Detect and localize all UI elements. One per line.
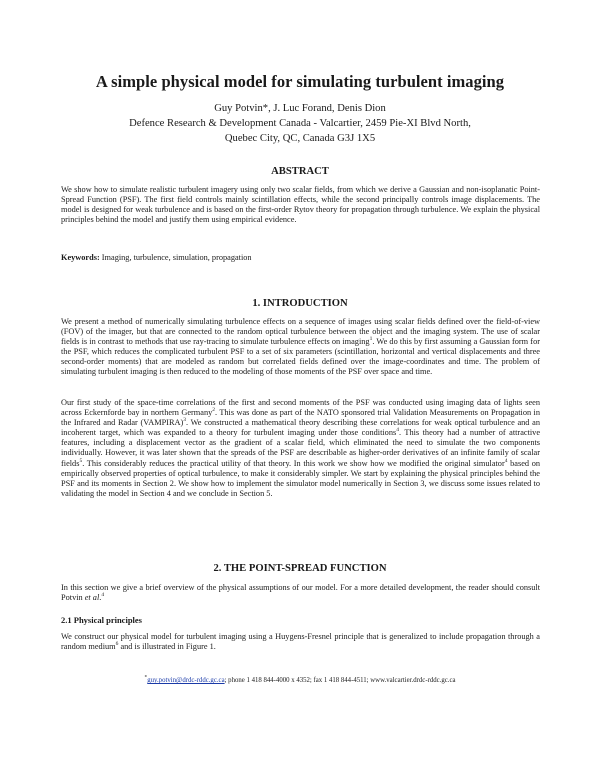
citation-ref: 4 xyxy=(396,427,399,434)
abstract-text: We show how to simulate realistic turbulent imagery using only two scalar fields, from which we derive a Gaussian and non-isoplanatic Point-Spread Function (PSF). The first field controls mainly scintillation effects, while the second principally controls image displacements. The model is designed for weak turbulence and is based on the first-order Rytov theory for propagation through turbulence. We explain the physical principles behind the model and justify them using empirical evidence. xyxy=(61,185,540,225)
psf-section-heading: 2. THE POINT-SPREAD FUNCTION xyxy=(213,563,387,574)
introduction-heading: 1. INTRODUCTION xyxy=(252,298,348,309)
psf-paragraph-1: In this section we give a brief overview of the physical assumptions of our model. For a more detailed development, the reader should consult Potvin et al.$^4$ xyxy=(61,583,540,603)
citation-ref: 5 xyxy=(79,457,83,464)
citation-ref: 2 xyxy=(212,407,215,414)
author-block xyxy=(40,101,560,146)
citation-ref: 4 xyxy=(101,592,105,599)
citation-ref: 3 xyxy=(183,417,186,424)
citation-ref: 6 xyxy=(115,641,119,648)
affiliation-line-1: Defence Research & Development Canada - Valcartier, 2459 Pie-XI Blvd North, xyxy=(129,118,471,129)
keywords-label: Keywords: xyxy=(61,253,100,262)
introduction-paragraph-2: Our first study of the space-time correlations of the first and second moments of the PSF was conducted using imaging data of lights seen across Eckernforde bay in northern Germany$^2$. This was done as part of the NATO sponsored trial Validation Measurements on Propagation in the Infrared and Radar (VAMPIRA)$^3$. We constructed a mathematical theory describing these correlations for weak optical turbulence and an incoherent target, which was expanded to a theory for turbulent imaging under those conditions$^4$. This theory had a number of attractive features, including a displacement vector as the gradient of a scalar field, which eliminated the need to simulate the two components individually. However, it was later shown that the spreads of the PSF are describable as higher-order derivatives of an infinite family of scalar fields$^5$. This considerably reduces the practical utility of that theory. In this work we show how we modified the original simulator$^4$ based on empirically observed properties of optical turbulence, to make it considerably simpler. We start by explaining the physical principles behind the PSF and its moments in Section 2. We show how to implement the simulator model numerically in Section 3, we discuss some issues related to validating the model in Section 4 and we conclude in Section 5. xyxy=(61,398,541,498)
author-names: Guy Potvin*, J. Luc Forand, Denis Dion xyxy=(214,103,386,114)
keywords-text: Imaging, turbulence, simulation, propagation xyxy=(101,253,252,262)
subsection-heading: 2.1 Physical principles xyxy=(61,615,142,625)
affiliation-line-2: Quebec City, QC, Canada G3J 1X5 xyxy=(224,133,376,144)
citation-ref: 1 xyxy=(369,336,373,343)
footnote: *guy.potvin@drdc-rddc.gc.ca; phone 1 418 844-4000 x 4352; fax 1 418 844-4511; www.valcartier.drdc-rddc.gc.ca xyxy=(144,674,456,684)
abstract-heading: ABSTRACT xyxy=(271,166,329,177)
citation-ref: 4 xyxy=(504,457,508,464)
keywords-line xyxy=(61,253,540,262)
psf-paragraph-2: We construct our physical model for turbulent imaging using a Huygens-Fresnel principle that is generalized to include propagation through a random medium$^6$ and is illustrated in Figure 1. xyxy=(61,632,540,652)
paper-title: A simple physical model for simulating turbulent imaging xyxy=(95,72,505,91)
introduction-paragraph-1: We present a method of numerically simulating turbulence effects on a sequence of images using scalar fields defined over the field-of-view (FOV) of the imager, but that are connected to the random optical turbulence between the object and the imaging system. The use of scalar fields is in contrast to methods that use ray-tracing to simulate turbulence effects on imaging$^1$. We do this by first assuming a Gaussian form for the PSF, which reduces the complicated turbulent PSF to a set of six parameters (scintillation, horizontal and vertical displacements and three second-order moments) that are modeled as random but correlated fields defined over the image-coordinates and time. The problem of simulating turbulent imaging is then reduced to the modeling of those moments of the PSF over space and time. xyxy=(61,317,540,377)
email-link[interactable]: guy.potvin@drdc-rddc.gc.ca xyxy=(147,677,225,684)
